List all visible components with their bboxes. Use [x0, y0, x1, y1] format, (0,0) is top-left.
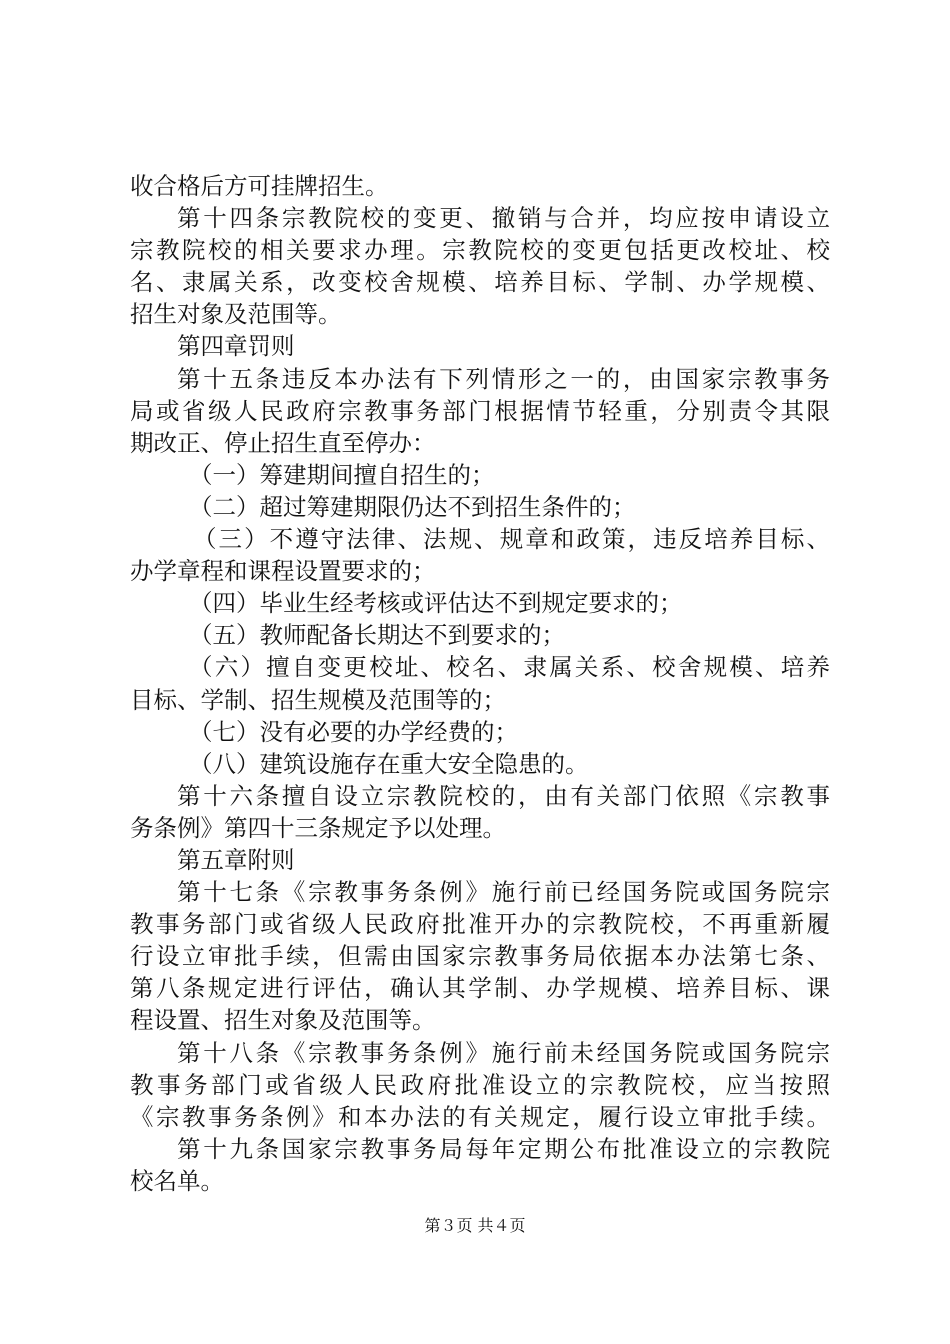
article-14-line: 第十四条宗教院校的变更、撤销与合并，均应按申请设立 — [177, 204, 830, 233]
text-line: 行设立审批手续，但需由国家宗教事务局依据本办法第七条、 — [130, 942, 830, 971]
text-line: 名、隶属关系，改变校舍规模、培养目标、学制、办学规模、 — [130, 268, 830, 297]
list-item-4: （四）毕业生经考核或评估达不到规定要求的； — [189, 589, 683, 618]
text-line: 宗教院校的相关要求办理。宗教院校的变更包括更改校址、校 — [130, 236, 830, 265]
text-line: 第八条规定进行评估，确认其学制、办学规模、培养目标、课 — [130, 974, 830, 1003]
list-item-1: （一）筹建期间擅自招生的； — [189, 460, 495, 489]
chapter-4-heading: 第四章罚则 — [177, 332, 295, 361]
text-line: 目标、学制、招生规模及范围等的； — [130, 685, 506, 714]
text-line: 局或省级人民政府宗教事务部门根据情节轻重，分别责令其限 — [130, 396, 830, 425]
text-line: 办学章程和课程设置要求的； — [130, 557, 436, 586]
text-line: 务条例》第四十三条规定予以处理。 — [130, 813, 506, 842]
text-line: 校名单。 — [130, 1166, 224, 1195]
document-body — [130, 170, 830, 1197]
article-19-line: 第十九条国家宗教事务局每年定期公布批准设立的宗教院 — [177, 1134, 830, 1163]
text-line: 程设置、招生对象及范围等。 — [130, 1006, 436, 1035]
text-line: 教事务部门或省级人民政府批准设立的宗教院校，应当按照 — [130, 1070, 830, 1099]
list-item-6: （六）擅自变更校址、校名、隶属关系、校舍规模、培养 — [189, 653, 830, 682]
text-line: 收合格后方可挂牌招生。 — [130, 172, 389, 200]
list-item-7: （七）没有必要的办学经费的； — [189, 717, 518, 746]
text-line: 期改正、停止招生直至停办： — [130, 428, 436, 457]
list-item-8: （八）建筑设施存在重大安全隐患的。 — [189, 749, 589, 778]
chapter-5-heading: 第五章附则 — [177, 845, 295, 874]
page-number-footer: 第３页 共４页 — [424, 1216, 526, 1235]
list-item-2: （二）超过筹建期限仍达不到招生条件的； — [189, 492, 636, 521]
article-15-line: 第十五条违反本办法有下列情形之一的，由国家宗教事务 — [177, 364, 830, 393]
article-16-line: 第十六条擅自设立宗教院校的，由有关部门依照《宗教事 — [177, 781, 830, 810]
text-line: 教事务部门或省级人民政府批准开办的宗教院校，不再重新履 — [130, 910, 830, 939]
text-line: 《宗教事务条例》和本办法的有关规定，履行设立审批手续。 — [130, 1102, 830, 1131]
article-18-line: 第十八条《宗教事务条例》施行前未经国务院或国务院宗 — [177, 1038, 830, 1067]
text-line: 招生对象及范围等。 — [130, 300, 342, 329]
article-17-line: 第十七条《宗教事务条例》施行前已经国务院或国务院宗 — [177, 878, 830, 907]
list-item-3: （三）不遵守法律、法规、规章和政策，违反培养目标、 — [193, 525, 830, 554]
list-item-5: （五）教师配备长期达不到要求的； — [189, 621, 565, 650]
